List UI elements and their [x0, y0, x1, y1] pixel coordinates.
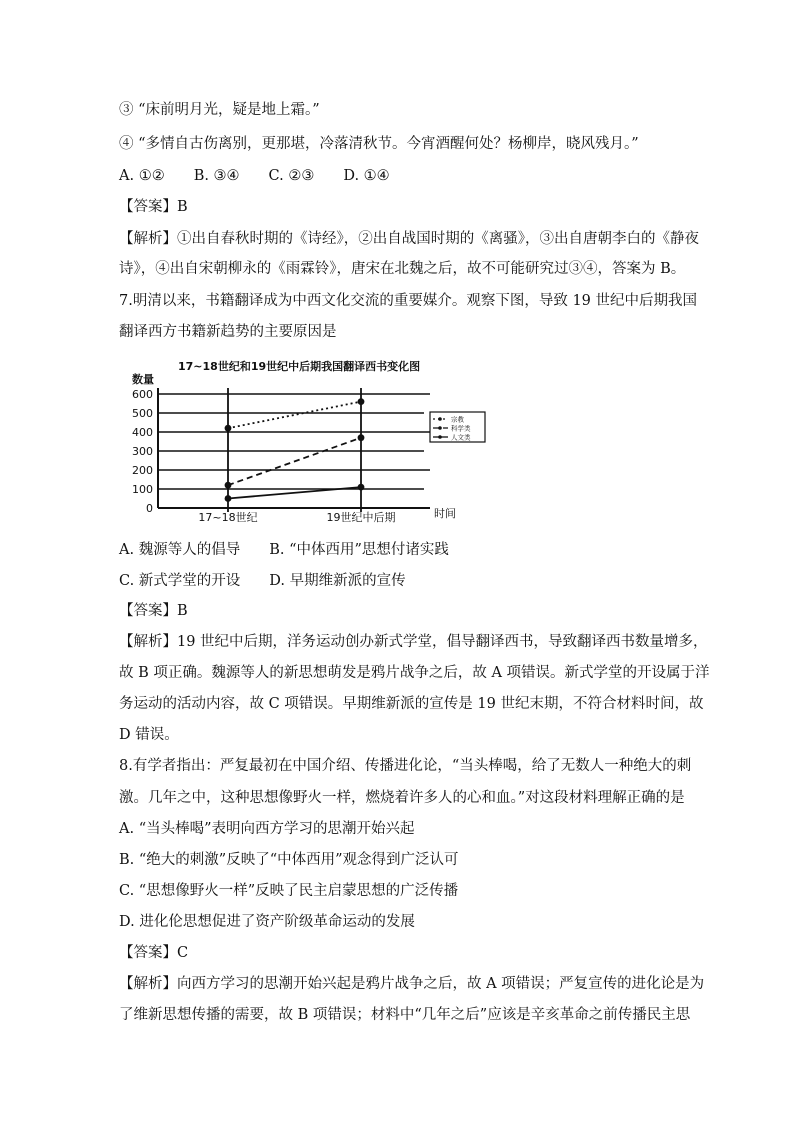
chart-legend-label: 宗教 [451, 415, 464, 424]
q6-choices: A. ①② B. ③④ C. ②③ D. ①④ [119, 168, 390, 184]
q6-option-4: ④ “多情自古伤离别，更那堪，冷落清秋节。今宵酒醒何处？杨柳岸，晓风残月。” [119, 136, 639, 152]
q7-stem-line-1: 7.明清以来，书籍翻译成为中西文化交流的重要媒介。观察下图，导致 19 世纪中后期我国 [119, 293, 697, 309]
chart-title: 17~18世纪和19世纪中后期我国翻译西书变化图 [178, 360, 421, 373]
q7-analysis-line-2: 故 B 项正确。魏源等人的新思想萌发是鸦片战争之后，故 A 项错误。新式学堂的开设属于洋 [119, 665, 710, 681]
chart-legend-label: 科学类 [451, 424, 471, 433]
chart-y-tick-label: 300 [132, 445, 153, 458]
q8-choice-a: A. “当头棒喝”表明向西方学习的思潮开始兴起 [119, 821, 415, 837]
q7-analysis-line-4: D 错误。 [119, 727, 179, 743]
chart-data-point [358, 398, 365, 405]
chart-x-tick-label: 19世纪中后期 [326, 511, 396, 524]
chart-data-point [358, 484, 365, 491]
chart-y-tick-label: 500 [132, 407, 153, 420]
chart-y-tick-label: 600 [132, 388, 153, 401]
q8-analysis-line-1: 【解析】向西方学习的思潮开始兴起是鸦片战争之后，故 A 项错误；严复宣传的进化论是为 [119, 976, 705, 992]
q7-choices-cd: C. 新式学堂的开设 D. 早期维新派的宣传 [119, 573, 406, 589]
chart-data-point [358, 434, 365, 441]
chart-legend-label: 人文类 [451, 433, 471, 442]
q6-option-3: ③ “床前明月光，疑是地上霜。” [119, 102, 320, 118]
chart-series-line [228, 402, 361, 429]
chart-ylabel: 数量 [132, 373, 154, 386]
translation-chart [118, 356, 471, 526]
q8-stem-line-1: 8.有学者指出：严复最初在中国介绍、传播进化论，“当头棒喝，给了无数人一种绝大的刺 [119, 758, 692, 774]
q7-stem-line-2: 翻译西方书籍新趋势的主要原因是 [119, 324, 337, 340]
q7-choices-ab: A. 魏源等人的倡导 B. “中体西用”思想付诸实践 [119, 542, 449, 558]
chart-x-tick-label: 17~18世纪 [198, 511, 258, 524]
chart-legend-marker [438, 417, 442, 421]
chart-xlabel: 时间 [434, 507, 456, 520]
q7-analysis-line-3: 务运动的活动内容，故 C 项错误。早期维新派的宣传是 19 世纪末期，不符合材料时间，故 [119, 696, 704, 712]
chart-data-point [225, 495, 232, 502]
chart-y-tick-label: 0 [146, 502, 153, 515]
q8-analysis-line-2: 了维新思想传播的需要，故 B 项错误；材料中“几年之后”应该是辛亥革命之前传播民主思 [119, 1007, 691, 1023]
q7-analysis-line-1: 【解析】19 世纪中后期，洋务运动创办新式学堂，倡导翻译西书，导致翻译西书数量增多， [119, 634, 708, 650]
q8-choice-d: D. 进化伦思想促进了资产阶级革命运动的发展 [119, 914, 415, 930]
q8-stem-line-2: 激。几年之中，这种思想像野火一样，燃烧着许多人的心和血。”对这段材料理解正确的是 [119, 790, 685, 806]
q8-choice-c: C. “思想像野火一样”反映了民主启蒙思想的广泛传播 [119, 883, 459, 899]
chart-y-tick-label: 200 [132, 464, 153, 477]
q8-answer: 【答案】C [119, 945, 189, 961]
chart-y-tick-label: 400 [132, 426, 153, 439]
chart-data-point [225, 482, 232, 489]
chart-legend-marker [438, 435, 442, 439]
chart-y-tick-label: 100 [132, 483, 153, 496]
q6-analysis-line-2: 诗》，④出自宋朝柳永的《雨霖铃》，唐宋在北魏之后，故不可能研究过③④，答案为 B。 [119, 261, 686, 277]
chart-data-point [225, 425, 232, 432]
chart-legend-marker [438, 426, 442, 430]
chart-series-line [228, 438, 361, 486]
q8-choice-b: B. “绝大的刺激”反映了“中体西用”观念得到广泛认可 [119, 852, 459, 868]
q7-answer: 【答案】B [119, 603, 188, 619]
q6-answer: 【答案】B [119, 199, 188, 215]
q6-analysis-line-1: 【解析】①出自春秋时期的《诗经》，②出自战国时期的《离骚》，③出自唐朝李白的《静夜 [119, 231, 699, 247]
